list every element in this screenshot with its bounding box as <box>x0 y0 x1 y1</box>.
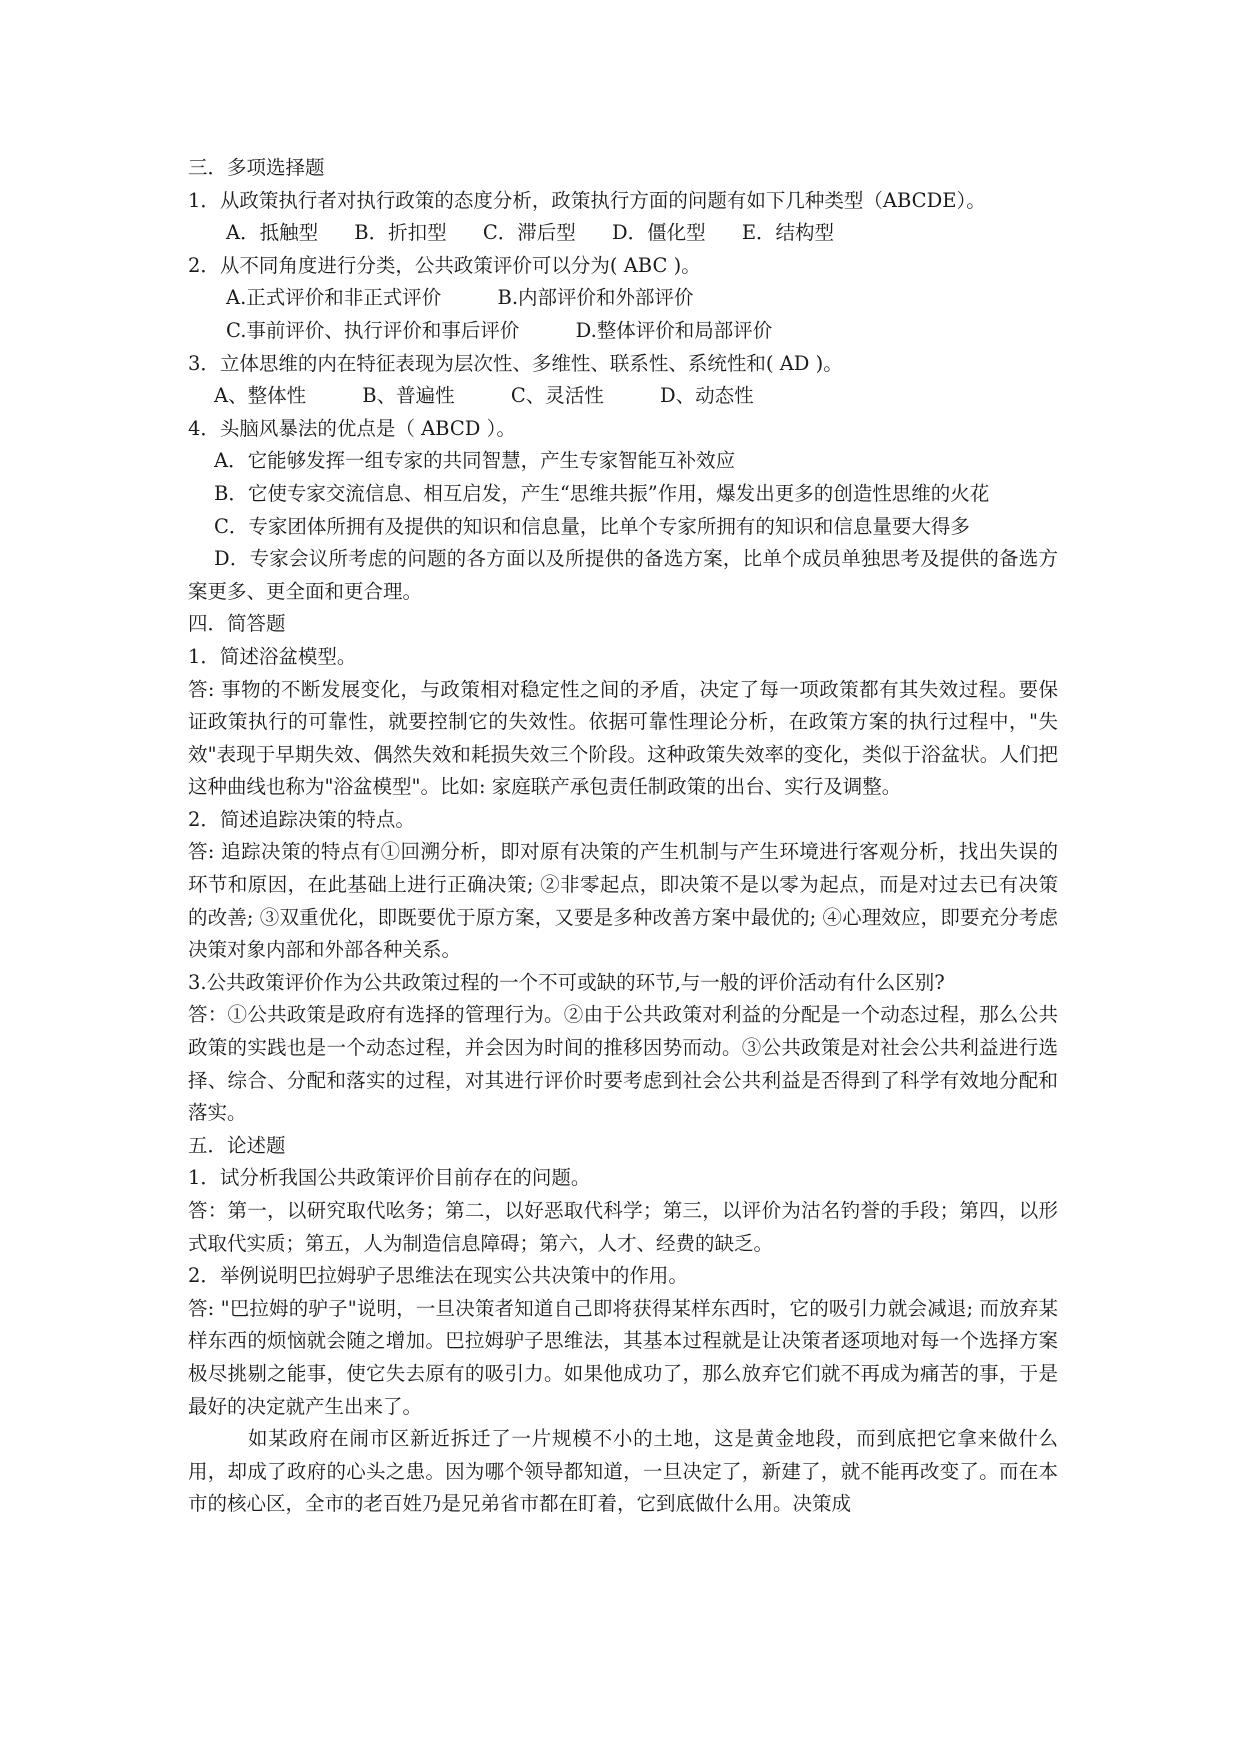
question-s3-2: 2．从不同角度进行分类，公共政策评价可以分为( ABC )。 <box>188 253 701 277</box>
example-s5-2: 如某政府在闹市区新近拆迁了一片规模不小的土地，这是黄金地段，而到底把它拿来做什么用，却成了政府的心头之患。因为哪个领导都知道，一旦决定了，新建了，就不能再改变了。而在本市的核心区，全市的老百姓乃是兄弟省市都在盯着，它到底做什么用。决策成 <box>188 1427 1058 1516</box>
answer-s5-1: 答：第一，以研究取代吆务；第二，以好恶取代科学；第三，以评价为沽名钓誉的手段；第四，以形式取代实质；第五，人为制造信息障碍；第六，人才、经费的缺乏。 <box>188 1199 1058 1255</box>
option-s3-4-b: B．它使专家交流信息、相互启发，产生“思维共振”作用，爆发出更多的创造性思维的火花 <box>214 481 990 505</box>
question-s3-4: 4．头脑风暴法的优点是（ ABCD ）。 <box>188 416 516 440</box>
option: B、普遍性 <box>362 384 455 408</box>
option-s3-4-a: A．它能够发挥一组专家的共同智慧，产生专家智能互补效应 <box>214 449 736 473</box>
options-s3-2-row1 <box>188 282 1058 315</box>
answer-s4-1: 答: 事物的不断发展变化，与政策相对稳定性之间的矛盾，决定了每一项政策都有其失效过程。要保证政策执行的可靠性，就要控制它的失效性。依据可靠性理论分析，在政策方案的执行过程中，"失效"表现于早期失效、偶然失效和耗损失效三个阶段。这种政策失效率的变化，类似于浴盆状。人们把这种曲线也称为"浴盆模型"。比如: 家庭联产承包责任制政策的出台、实行及调整。 <box>188 677 1058 799</box>
answer-s4-3: 答：①公共政策是政府有选择的管理行为。②由于公共政策对利益的分配是一个动态过程，那么公共政策的实践也是一个动态过程，并会因为时间的推移因势而动。③公共政策是对社会公共利益进行选择、综合、分配和落实的过程，对其进行评价时要考虑到社会公共利益是否得到了科学有效地分配和落实。 <box>188 1003 1058 1125</box>
option: B．折扣型 <box>354 221 447 245</box>
question-s4-2: 2．简述追踪决策的特点。 <box>188 807 415 831</box>
answer-s5-2: 答: "巴拉姆的驴子"说明，一旦决策者知道自己即将获得某样东西时，它的吸引力就会减退; 而放弃某样东西的烦恼就会随之增加。巴拉姆驴子思维法，其基本过程就是让决策者逐项地对每一个选择方案极尽挑剔之能事，使它失去原有的吸引力。如果他成功了，那么放弃它们就不再成为痛苦的事，于是最好的决定就产生出来了。 <box>188 1296 1058 1418</box>
answer-s4-2: 答: 追踪决策的特点有①回溯分析，即对原有决策的产生机制与产生环境进行客观分析，找出失误的环节和原因，在此基础上进行正确决策; ②非零起点，即决策不是以零为起点，而是对过去已有决策的改善; ③双重优化，即既要优于原方案，又要是多种改善方案中最优的; ④心理效应，即要充分考虑决策对象内部和外部各种关系。 <box>188 840 1058 962</box>
section-heading-multiple-choice: 三．多项选择题 <box>188 156 325 179</box>
option-s3-4-d: D．专家会议所考虑的问题的各方面以及所提供的备选方案，比单个成员单独思考及提供的备选方案更多、更全面和更合理。 <box>188 547 1058 603</box>
section-heading-essay: 五．论述题 <box>188 1133 286 1157</box>
option: A.正式评价和非正式评价 <box>226 286 442 310</box>
question-s4-3: 3.公共政策评价作为公共政策过程的一个不可或缺的环节,与一般的评价活动有什么区别? <box>188 970 945 994</box>
question-s5-1: 1．试分析我国公共政策评价目前存在的问题。 <box>188 1166 591 1190</box>
question-s4-1: 1．简述浴盆模型。 <box>188 644 357 668</box>
option: A．抵触型 <box>226 221 319 245</box>
question-s5-2: 2．举例说明巴拉姆驴子思维法在现实公共决策中的作用。 <box>188 1264 688 1288</box>
option: D.整体评价和局部评价 <box>575 318 773 342</box>
section-heading-short-answer: 四．简答题 <box>188 612 286 636</box>
options-s3-2-row2 <box>188 315 1058 348</box>
options-s3-3 <box>188 380 1058 413</box>
question-s3-1: 1．从政策执行者对执行政策的态度分析，政策执行方面的问题有如下几种类型（ABCDE）。 <box>188 188 986 212</box>
question-s3-3: 3．立体思维的内在特征表现为层次性、多维性、联系性、系统性和( AD )。 <box>188 351 843 375</box>
document-body <box>188 152 1058 1521</box>
option-s3-4-c: C．专家团体所拥有及提供的知识和信息量，比单个专家所拥有的知识和信息量要大得多 <box>214 514 970 538</box>
options-s3-1 <box>188 217 1058 250</box>
option: B.内部评价和外部评价 <box>497 286 694 310</box>
option: D．僵化型 <box>611 221 706 245</box>
option: C.事前评价、执行评价和事后评价 <box>226 318 520 342</box>
option: C、灵活性 <box>510 384 604 408</box>
option: D、动态性 <box>659 384 754 408</box>
option: A、整体性 <box>214 384 307 408</box>
option: C．滞后型 <box>482 221 576 245</box>
option: E．结构型 <box>741 221 835 245</box>
